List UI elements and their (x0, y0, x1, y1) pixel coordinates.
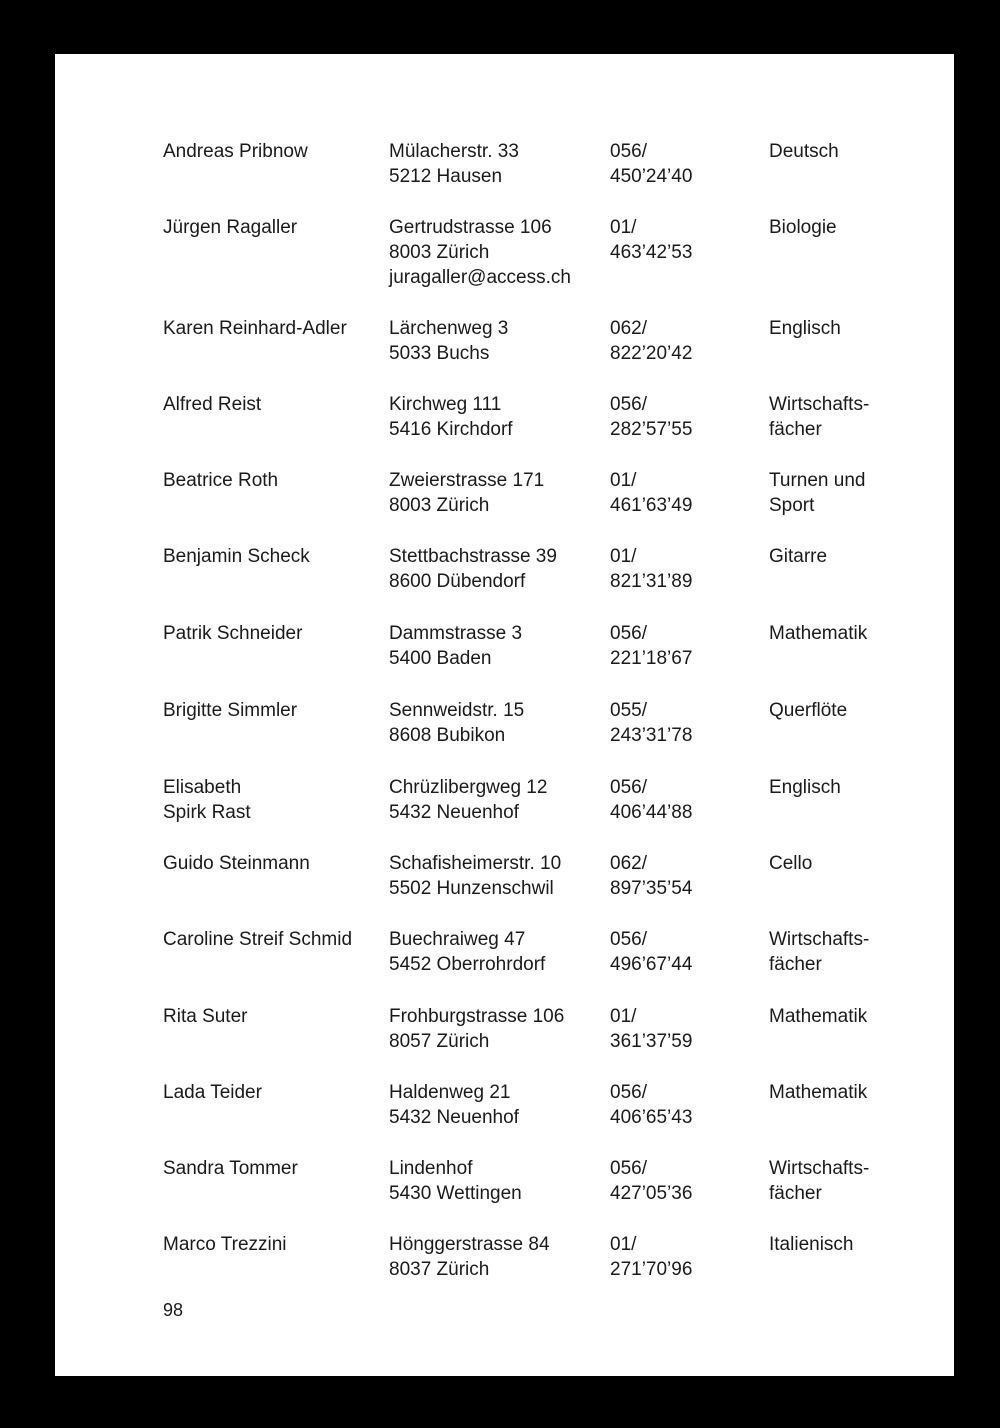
entry-phone-line: 01/ (610, 470, 637, 491)
entry-subject-line: fächer (769, 954, 822, 975)
entry-address-line: Buechraiweg 47 (389, 929, 526, 950)
entry-address-line: 5212 Hausen (389, 166, 503, 187)
entry-subject (769, 1232, 949, 1257)
entry-phone-line: 056/ (610, 141, 647, 162)
entry-address-line: 5432 Neuenhof (389, 802, 519, 823)
entry-phone-line: 056/ (610, 1082, 647, 1103)
entry-name (163, 775, 383, 825)
entry-phone-line: 463’42’53 (610, 242, 693, 263)
entry-phone-line: 056/ (610, 929, 647, 950)
entry-address-line: 5452 Oberrohrdorf (389, 954, 546, 975)
entry-address-line: 5430 Wettingen (389, 1183, 522, 1204)
entry-phone (610, 775, 760, 825)
entry-address-line: Frohburgstrasse 106 (389, 1006, 565, 1027)
document-page (55, 54, 954, 1376)
entry-name (163, 316, 383, 341)
entry-phone-line: 450’24’40 (610, 166, 693, 187)
entry-subject (769, 775, 949, 800)
entry-phone-line: 01/ (610, 1006, 637, 1027)
entry-phone (610, 215, 760, 265)
entry-phone-line: 01/ (610, 1234, 637, 1255)
entry-phone-line: 056/ (610, 623, 647, 644)
entry-subject (769, 392, 949, 442)
entry-name (163, 927, 383, 952)
entry-phone (610, 621, 760, 671)
entry-subject-line: Querflöte (769, 700, 848, 721)
entry-phone (610, 698, 760, 748)
entry-name (163, 1080, 383, 1105)
entry-subject-line: Englisch (769, 318, 841, 339)
entry-address (389, 1080, 609, 1130)
entry-subject (769, 468, 949, 518)
entry-address-line: 5432 Neuenhof (389, 1107, 519, 1128)
entry-phone (610, 316, 760, 366)
entry-subject-line: fächer (769, 1183, 822, 1204)
entry-subject-line: Turnen und (769, 470, 866, 491)
entry-address (389, 927, 609, 977)
entry-phone-line: 406’65’43 (610, 1107, 693, 1128)
entry-name-line: Benjamin Scheck (163, 546, 310, 567)
entry-name-line: Lada Teider (163, 1082, 262, 1103)
entry-subject-line: Wirtschafts- (769, 929, 870, 950)
entry-phone-line: 406’44’88 (610, 802, 693, 823)
entry-phone-line: 056/ (610, 1158, 647, 1179)
entry-address-line: Sennweidstr. 15 (389, 700, 525, 721)
entry-name (163, 392, 383, 417)
entry-subject (769, 1004, 949, 1029)
entry-address-line: 8037 Zürich (389, 1259, 490, 1280)
entry-phone-line: 821’31’89 (610, 571, 693, 592)
entry-address (389, 621, 609, 671)
entry-address (389, 1232, 609, 1282)
entry-address-line: Zweierstrasse 171 (389, 470, 545, 491)
entry-phone-line: 01/ (610, 217, 637, 238)
entry-address (389, 698, 609, 748)
entry-subject-line: Mathematik (769, 623, 868, 644)
entry-phone (610, 468, 760, 518)
entry-name (163, 1232, 383, 1257)
page-number: 98 (163, 1300, 184, 1320)
entry-subject-line: Sport (769, 495, 815, 516)
entry-address (389, 392, 609, 442)
entry-phone (610, 1232, 760, 1282)
entry-subject-line: Wirtschafts- (769, 394, 870, 415)
entry-name-line: Brigitte Simmler (163, 700, 298, 721)
entry-phone (610, 392, 760, 442)
entry-address-line: Mülacherstr. 33 (389, 141, 519, 162)
entry-phone-line: 062/ (610, 853, 647, 874)
entry-name-line: Patrik Schneider (163, 623, 303, 644)
entry-phone-line: 361’37’59 (610, 1031, 693, 1052)
entry-name-line: Spirk Rast (163, 802, 251, 823)
entry-address-line: Stettbachstrasse 39 (389, 546, 557, 567)
entry-name (163, 139, 383, 164)
entry-phone (610, 1080, 760, 1130)
entry-phone-line: 822’20’42 (610, 343, 693, 364)
entry-subject-line: Mathematik (769, 1082, 868, 1103)
entry-name (163, 468, 383, 493)
entry-phone-line: 427’05’36 (610, 1183, 693, 1204)
entry-address (389, 775, 609, 825)
entry-subject-line: Biologie (769, 217, 837, 238)
entry-phone-line: 221’18’67 (610, 648, 693, 669)
entry-name-line: Caroline Streif Schmid (163, 929, 353, 950)
entry-address-line: Lindenhof (389, 1158, 473, 1179)
entry-name (163, 1004, 383, 1029)
entry-subject (769, 544, 949, 569)
entry-address-line: Kirchweg 111 (389, 394, 502, 415)
entry-name-line: Alfred Reist (163, 394, 262, 415)
entry-address (389, 1156, 609, 1206)
entry-address-line: juragaller@access.ch (389, 267, 571, 288)
entry-subject-line: Italienisch (769, 1234, 854, 1255)
entry-phone-line: 056/ (610, 777, 647, 798)
entry-address-line: Gertrudstrasse 106 (389, 217, 552, 238)
entry-subject (769, 139, 949, 164)
entry-address (389, 139, 609, 189)
entry-address (389, 1004, 609, 1054)
entry-address (389, 851, 609, 901)
entry-phone-line: 01/ (610, 546, 637, 567)
entry-phone-line: 496’67’44 (610, 954, 693, 975)
entry-address-line: 5033 Buchs (389, 343, 490, 364)
entry-address-line: 8608 Bubikon (389, 725, 506, 746)
entry-phone (610, 851, 760, 901)
entry-phone-line: 897’35’54 (610, 878, 693, 899)
entry-subject-line: Englisch (769, 777, 841, 798)
entry-phone (610, 139, 760, 189)
entry-subject-line: Cello (769, 853, 813, 874)
entry-phone (610, 1156, 760, 1206)
entry-name-line: Rita Suter (163, 1006, 248, 1027)
entry-name (163, 1156, 383, 1181)
entry-address-line: 8057 Zürich (389, 1031, 490, 1052)
entry-subject-line: Deutsch (769, 141, 839, 162)
entry-phone-line: 271’70’96 (610, 1259, 693, 1280)
entry-subject (769, 698, 949, 723)
entry-phone-line: 055/ (610, 700, 647, 721)
entry-subject (769, 621, 949, 646)
entry-subject-line: Wirtschafts- (769, 1158, 870, 1179)
entry-address-line: 5400 Baden (389, 648, 492, 669)
entry-address-line: Schafisheimerstr. 10 (389, 853, 562, 874)
entry-name (163, 851, 383, 876)
entry-subject-line: Gitarre (769, 546, 828, 567)
entry-address (389, 316, 609, 366)
entry-name (163, 215, 383, 240)
entry-subject (769, 851, 949, 876)
entry-name-line: Sandra Tommer (163, 1158, 298, 1179)
entry-subject (769, 1080, 949, 1105)
entry-name-line: Marco Trezzini (163, 1234, 287, 1255)
entry-phone-line: 056/ (610, 394, 647, 415)
entry-subject (769, 316, 949, 341)
entry-address (389, 215, 609, 290)
entry-phone-line: 461’63’49 (610, 495, 693, 516)
entry-address-line: 8003 Zürich (389, 495, 490, 516)
entry-address-line: Haldenweg 21 (389, 1082, 511, 1103)
entry-subject-line: fächer (769, 419, 822, 440)
entry-name-line: Beatrice Roth (163, 470, 279, 491)
entry-address (389, 468, 609, 518)
entry-address-line: Hönggerstrasse 84 (389, 1234, 550, 1255)
entry-name (163, 544, 383, 569)
entry-phone (610, 927, 760, 977)
entry-address-line: 5416 Kirchdorf (389, 419, 513, 440)
entry-address-line: Chrüzlibergweg 12 (389, 777, 548, 798)
entry-subject (769, 1156, 949, 1206)
entry-name (163, 621, 383, 646)
entry-address-line: Lärchenweg 3 (389, 318, 509, 339)
entry-name-line: Guido Steinmann (163, 853, 310, 874)
entry-subject (769, 927, 949, 977)
entry-address-line: 8600 Dübendorf (389, 571, 526, 592)
entry-address-line: 5502 Hunzenschwil (389, 878, 554, 899)
entry-subject-line: Mathematik (769, 1006, 868, 1027)
entry-phone-line: 243’31’78 (610, 725, 693, 746)
entry-name-line: Jürgen Ragaller (163, 217, 298, 238)
entry-name-line: Andreas Pribnow (163, 141, 308, 162)
entry-phone (610, 544, 760, 594)
entry-name-line: Elisabeth (163, 777, 242, 798)
entry-subject (769, 215, 949, 240)
entry-phone-line: 062/ (610, 318, 647, 339)
entry-name-line: Karen Reinhard-Adler (163, 318, 347, 339)
entry-address-line: 8003 Zürich (389, 242, 490, 263)
entry-name (163, 698, 383, 723)
entry-phone (610, 1004, 760, 1054)
entry-address-line: Dammstrasse 3 (389, 623, 523, 644)
entry-phone-line: 282’57’55 (610, 419, 693, 440)
entry-address (389, 544, 609, 594)
